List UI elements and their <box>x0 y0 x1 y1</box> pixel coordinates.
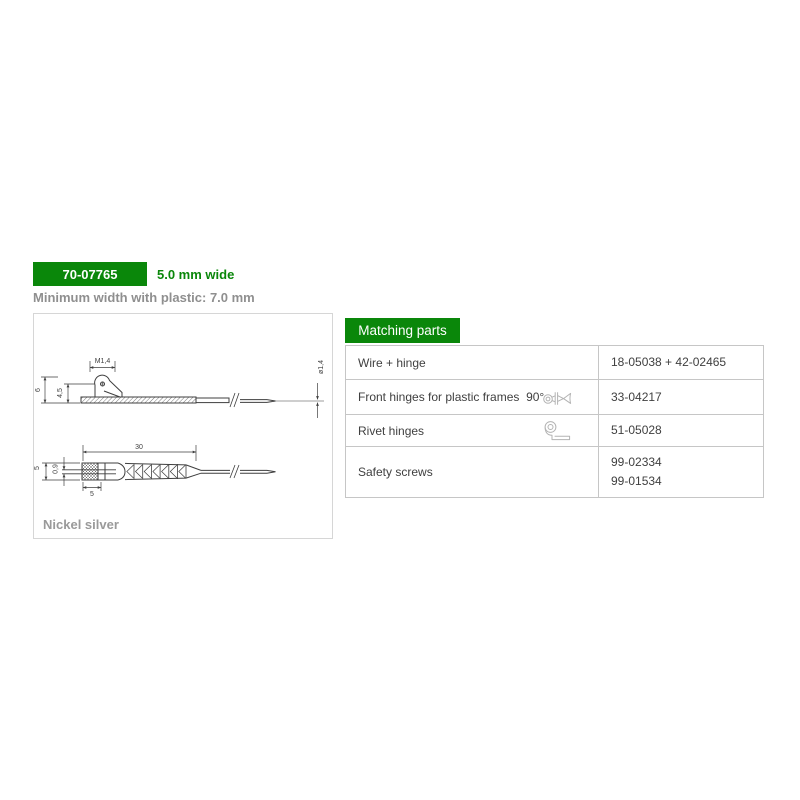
row-label-cell <box>346 346 598 379</box>
side-view-dimensions <box>41 361 318 418</box>
front-hinge-icon <box>542 387 574 407</box>
row-label: Rivet hinges <box>358 423 425 438</box>
matching-parts-title: Matching parts <box>358 323 447 338</box>
dim-total-height: 6 <box>35 388 42 392</box>
dim-pad-length: 5 <box>90 491 94 498</box>
table-row <box>346 414 763 446</box>
row-value: 33-04217 <box>611 389 662 404</box>
matching-parts-table <box>345 345 764 498</box>
row-value-cell <box>598 415 763 446</box>
technical-drawing-box <box>33 313 333 539</box>
row-label-cell <box>346 415 598 446</box>
width-label: 5.0 mm wide <box>157 267 235 282</box>
row-label: Wire + hinge <box>358 355 426 370</box>
table-row <box>346 346 763 379</box>
part-number: 70-07765 <box>62 266 118 282</box>
row-value-cell <box>598 380 763 414</box>
table-row <box>346 379 763 414</box>
plan-view <box>62 463 276 480</box>
matching-parts-badge <box>345 318 460 343</box>
row-value: 18-05038 + 42-02465 <box>611 355 727 369</box>
row-value-2: 99-01534 <box>611 474 662 488</box>
row-value-cell <box>598 447 763 497</box>
row-value: 51-05028 <box>611 423 662 437</box>
row-label-cell <box>346 380 598 414</box>
material-label: Nickel silver <box>43 517 119 532</box>
row-value-cell <box>598 346 763 379</box>
dim-flex-length: 30 <box>135 444 143 451</box>
rivet-hinge-icon <box>542 419 574 443</box>
row-value: 99-02334 <box>611 455 662 469</box>
technical-drawing <box>34 314 330 536</box>
dim-wire-diameter: ø1,4 <box>318 359 325 375</box>
plan-view-dimensions <box>42 445 196 491</box>
row-label: Safety screws <box>358 465 433 479</box>
part-number-badge <box>33 262 147 286</box>
dim-body-height: 4,5 <box>57 388 64 398</box>
row-label-cell <box>346 447 598 497</box>
dim-width: 5 <box>34 466 41 470</box>
min-width-note: Minimum width with plastic: 7.0 mm <box>33 290 255 305</box>
side-view <box>81 375 324 407</box>
side-view-labels <box>35 358 325 398</box>
dim-slot-width: 0,9 <box>52 464 60 474</box>
table-row <box>346 446 763 497</box>
dim-thread: M1,4 <box>94 358 111 365</box>
row-label: Front hinges for plastic frames 90° <box>358 390 545 404</box>
